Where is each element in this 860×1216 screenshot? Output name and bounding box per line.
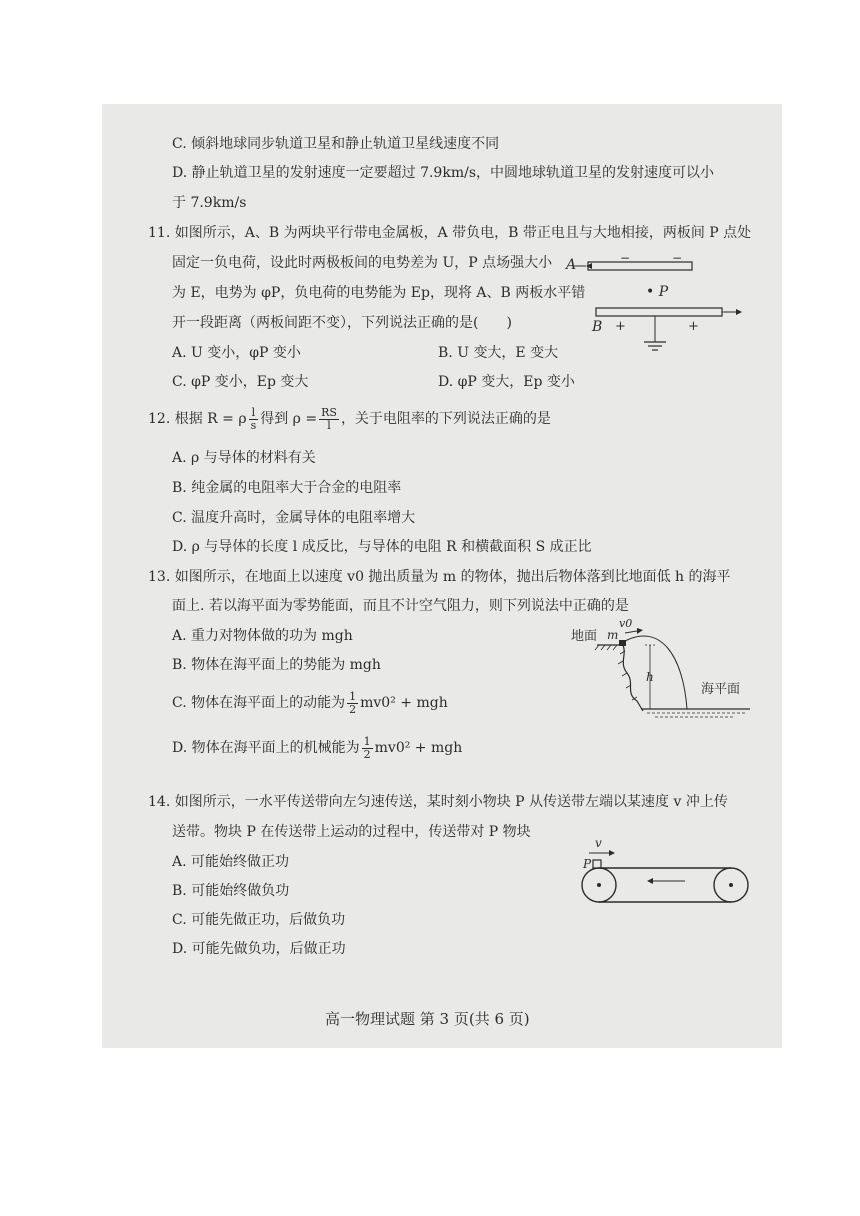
q11-option-b: B. U 变大，E 变大 (438, 345, 559, 361)
q11-stem-line1: 11. 如图所示，A、B 为两块平行带电金属板，A 带负电，B 带正电且与大地相接，两板间 P 点处 (148, 225, 752, 241)
block-p-label: P (583, 857, 592, 871)
q11-stem-line4: 开一段距离（两板间距不变），下列说法正确的是( ) (172, 315, 512, 331)
q11-option-c: C. φP 变小，Ep 变大 (172, 374, 309, 390)
q12-option-b: B. 纯金属的电阻率大于合金的电阻率 (172, 480, 402, 496)
svg-text:m: m (607, 628, 619, 642)
svg-text:v: v (595, 836, 602, 850)
fraction-l-over-s: $\frac{l}{s}$ (250, 405, 257, 432)
svg-text:+: + (615, 319, 626, 334)
block-p (593, 860, 601, 868)
q13-option-b: B. 物体在海平面上的势能为 mgh (172, 657, 381, 673)
svg-text:v0: v0 (619, 617, 633, 630)
page-footer: 高一物理试题 第 3 页(共 6 页) (325, 1010, 530, 1028)
q14-option-a: A. 可能始终做正功 (172, 854, 290, 870)
q13-stem-line1: 13. 如图所示，在地面上以速度 v0 抛出质量为 m 的物体，抛出后物体落到比地面低 h 的海平 (148, 569, 731, 585)
q11-stem-line3: 为 E，电势为 φP，负电荷的电势能为 Ep，现将 A、B 两板水平错 (172, 285, 586, 301)
q10-option-d-line2: 于 7.9km/s (172, 195, 247, 211)
q11-capacitor-figure (560, 250, 750, 360)
q12-option-c: C. 温度升高时，金属导体的电阻率增大 (172, 510, 416, 526)
cliff-face (623, 645, 643, 711)
q12-option-a: A. ρ 与导体的材料有关 (172, 450, 316, 466)
q10-option-c: C. 倾斜地球同步轨道卫星和静止轨道卫星线速度不同 (172, 136, 500, 152)
q14-option-d: D. 可能先做负功，后做正功 (172, 941, 346, 957)
q14-option-b: B. 可能始终做负功 (172, 883, 290, 899)
plate-b-label: B (592, 319, 603, 335)
q13-stem-line2: 面上. 若以海平面为零势能面，而且不计空气阻力，则下列说法中正确的是 (172, 598, 629, 614)
svg-text:+: + (688, 319, 699, 334)
plate-b (596, 308, 722, 316)
q13-option-c: C. 物体在海平面上的动能为 $\frac{1}{2}$ mv0² + mgh (172, 689, 448, 716)
q14-conveyor-figure (575, 835, 765, 915)
q13-cliff-figure (565, 615, 775, 720)
q14-option-c: C. 可能先做正功，后做负功 (172, 912, 346, 928)
q13-option-d: D. 物体在海平面上的机械能为 $\frac{1}{2}$ mv0² + mgh (172, 734, 463, 761)
svg-text:−: − (620, 251, 631, 265)
sea-level-label: 海平面 (701, 682, 741, 697)
plate-a-label: A (566, 257, 577, 273)
q14-stem-line1: 14. 如图所示，一水平传送带向左匀速传送，某时刻小物块 P 从传送带左端以某速度 v 冲上传 (148, 794, 728, 810)
q11-option-d: D. φP 变大，Ep 变小 (438, 374, 575, 390)
svg-text:−: − (672, 251, 683, 265)
q12-option-d: D. ρ 与导体的长度 l 成反比，与导体的电阻 R 和横截面积 S 成正比 (172, 539, 592, 555)
q11-option-a: A. U 变小，φP 变小 (172, 345, 301, 361)
point-p-label: • P (646, 284, 669, 300)
q14-stem-line2: 送带。物块 P 在传送带上运动的过程中，传送带对 P 物块 (172, 824, 531, 840)
q12-stem: 12. 根据 R = ρ $\frac{l}{s}$ 得到 ρ = $\frac{RS}{l}$ ，关于电阻率的下列说法正确的是 (148, 405, 551, 432)
fraction-rs-over-l: $\frac{RS}{l}$ (321, 405, 337, 432)
q13-option-a: A. 重力对物体做的功为 mgh (172, 628, 353, 644)
svg-text:h: h (646, 670, 654, 684)
q11-stem-line2: 固定一负电荷，设此时两极板间的电势差为 U，P 点场强大小 (172, 255, 553, 271)
ground-label: 地面 (571, 629, 598, 644)
q10-option-d-line1: D. 静止轨道卫星的发射速度一定要超过 7.9km/s，中圆地球轨道卫星的发射速度可以小 (172, 165, 714, 181)
